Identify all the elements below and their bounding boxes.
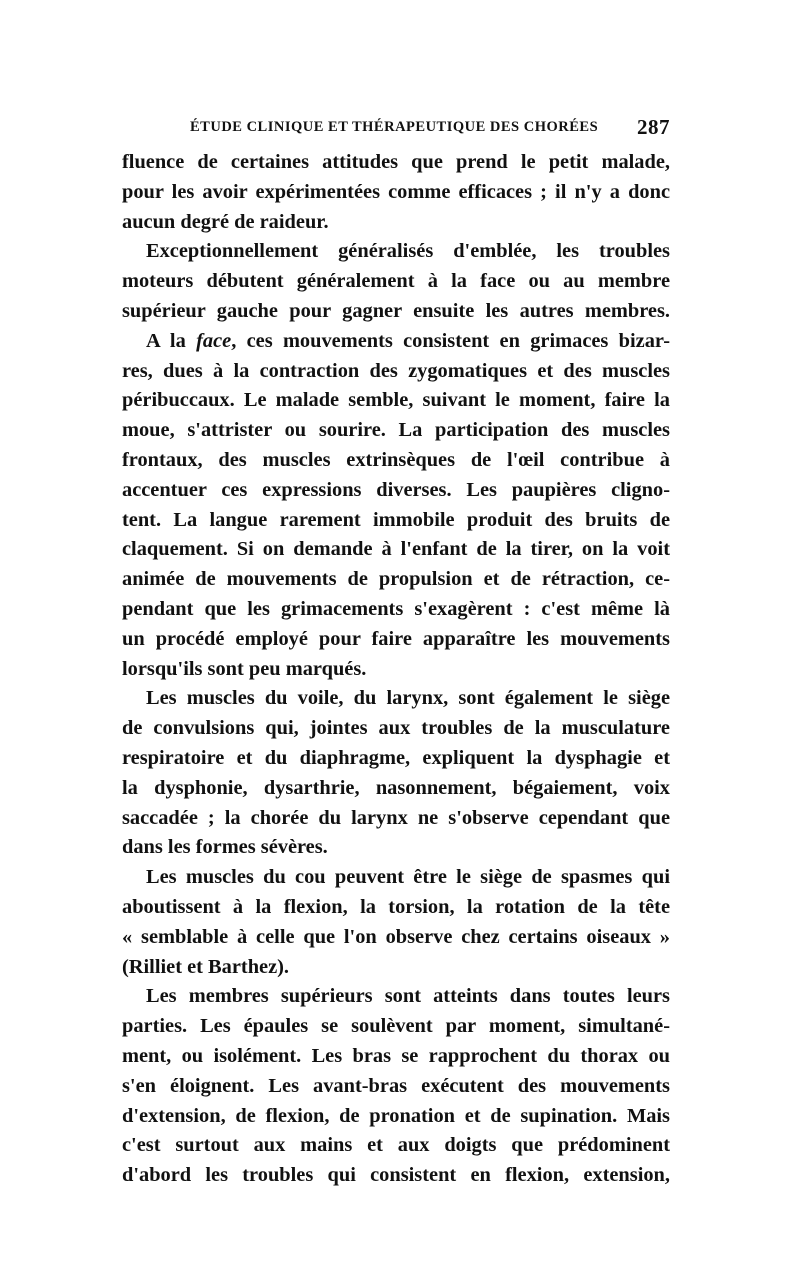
paragraph-start-line: Les muscles du voile, du larynx, sont également le siège (146, 687, 670, 710)
text-line: dans les formes sévères. (122, 836, 328, 859)
text-line: la dysphonie, dysarthrie, nasonnement, bégaiement, voix (122, 776, 670, 799)
text-line: pour les avoir expérimentées comme efficaces ; il n'y a donc (122, 180, 670, 203)
paragraph-start-line: Les muscles du cou peuvent être le siège de spasmes qui (146, 866, 670, 889)
paragraph-start-line: Les membres supérieurs sont atteints dans toutes leurs (146, 985, 670, 1008)
text-line: claquement. Si on demande à l'enfant de la tirer, on la voit (122, 538, 670, 561)
text-line: parties. Les épaules se soulèvent par moment, simultané- (122, 1015, 670, 1038)
text-line: aucun degré de raideur. (122, 210, 329, 233)
text-line: de convulsions qui, jointes aux troubles de la musculature (122, 717, 670, 740)
text-line: supérieur gauche pour gagner ensuite les autres membres. (122, 299, 670, 322)
text-line: d'abord les troubles qui consistent en flexion, extension, (122, 1164, 670, 1187)
paragraph-start-line (122, 327, 670, 357)
text-line: ment, ou isolément. Les bras se rapprochent du thorax ou (122, 1044, 670, 1067)
text-line: c'est surtout aux mains et aux doigts que prédominent (122, 1134, 670, 1157)
text-fragment: A la (146, 329, 197, 352)
text-line: moteurs débutent généralement à la face ou au membre (122, 270, 670, 293)
text-line: fluence de certaines attitudes que prend le petit malade, (122, 151, 670, 173)
text-line: accentuer ces expressions diverses. Les paupières clignо- (122, 478, 670, 501)
text-line: aboutissent à la flexion, la torsion, la rotation de la tête (122, 895, 670, 918)
body-text (122, 148, 670, 1191)
text-line: lorsqu'ils sont peu marqués. (122, 657, 367, 680)
text-line: s'en éloignent. Les avant-bras exécutent des mouvements (122, 1074, 670, 1097)
running-title: ÉTUDE CLINIQUE ET THÉRAPEUTIQUE DES CHORÉES (190, 119, 599, 135)
text-line: pendant que les grimacements s'exagèrent : c'est même là (122, 597, 670, 620)
text-line: péribuccaux. Le malade semble, suivant le moment, faire la (122, 389, 670, 412)
text-line: respiratoire et du diaphragme, expliquent la dysphagie et (122, 746, 670, 769)
text-line: tent. La langue rarement immobile produit des bruits de (122, 508, 670, 531)
text-fragment: , ces mouvements consistent en grimaces bizar- (231, 329, 670, 352)
text-line: animée de mouvements de propulsion et de rétraction, ce- (122, 568, 670, 591)
italic-term: face (196, 329, 232, 352)
text-line: un procédé employé pour faire apparaître les mouvements (122, 627, 670, 650)
text-line: frontaux, des muscles extrinsèques de l'œil contribue à (122, 448, 670, 471)
text-line: « semblable à celle que l'on observe chez certains oiseaux » (122, 925, 670, 948)
text-line: (Rilliet et Barthez). (122, 955, 290, 978)
text-line: moue, s'attrister ou sourire. La participation des muscles (122, 419, 670, 442)
page-number: 287 (637, 115, 670, 139)
text-line: d'extension, de flexion, de pronation et de supination. Mais (122, 1104, 670, 1127)
running-head (122, 115, 670, 145)
text-line: saccadée ; la chorée du larynx ne s'observe cependant que (122, 806, 670, 829)
paragraph-start-line: Exceptionnellement généralisés d'emblée, les troubles (146, 240, 670, 263)
text-line: res, dues à la contraction des zygomatiques et des muscles (122, 359, 670, 382)
